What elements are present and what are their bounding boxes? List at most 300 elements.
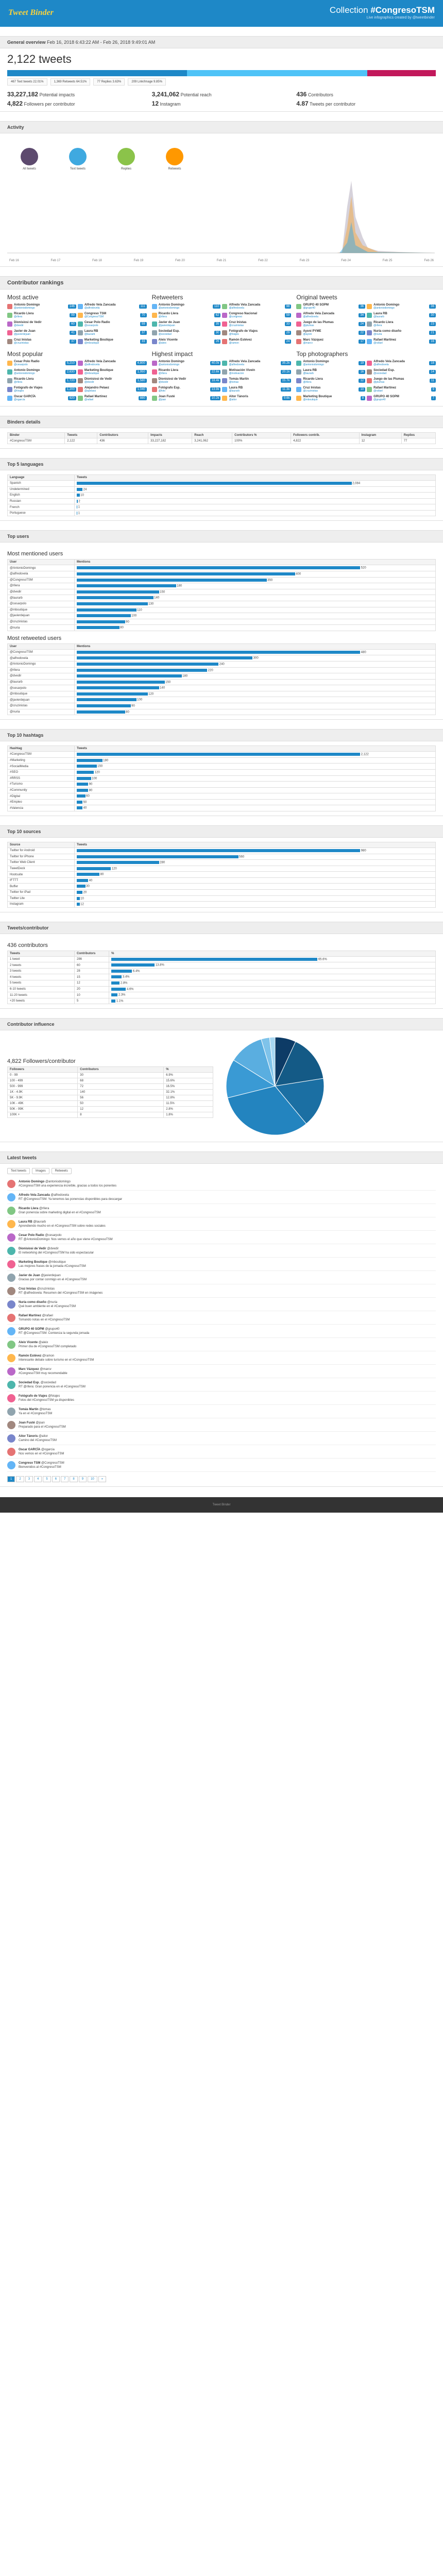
ranking-item[interactable] [296, 312, 365, 319]
ranking-item[interactable] [152, 368, 221, 376]
tweet-author[interactable]: Cesar Polo Radio [19, 1234, 44, 1238]
user-handle[interactable]: @alfredovela [84, 363, 100, 366]
ranking-item[interactable] [222, 395, 291, 402]
user-handle[interactable]: @tomas [229, 381, 239, 384]
ranking-item[interactable] [78, 338, 147, 345]
table-row [8, 601, 436, 607]
tweet-handle[interactable]: @aleix [38, 1341, 48, 1345]
ranking-item[interactable] [367, 360, 436, 367]
row-value [75, 504, 436, 511]
tweet-handle[interactable]: @fviajes [48, 1395, 60, 1398]
tweet-author[interactable]: Congreso TSM [19, 1462, 41, 1465]
value-text: 350 [267, 579, 273, 582]
user-handle[interactable]: @dvedir [14, 324, 24, 327]
avatar[interactable] [7, 1220, 15, 1228]
ranking-item[interactable] [367, 312, 436, 319]
ranking-item[interactable] [78, 329, 147, 336]
tweet-handle[interactable]: @javierdejuan [41, 1274, 61, 1278]
avatar[interactable] [7, 1408, 15, 1416]
tweet-author[interactable]: Laura RB [19, 1221, 32, 1224]
ranking-item[interactable] [296, 338, 365, 345]
user-handle[interactable]: @grupo40 [373, 398, 386, 401]
latest-section [0, 1151, 443, 1487]
value-text: 80 [120, 626, 124, 630]
ranking-item[interactable] [152, 377, 221, 384]
value-text: 90 [126, 620, 129, 624]
row-label: @nuria [8, 625, 75, 631]
ranking-item[interactable] [367, 386, 436, 393]
ranking-value: 99 [70, 313, 76, 317]
tweet-text: Gracias por contar conmigo en el #CongresoTSM [19, 1278, 87, 1282]
table-row [8, 649, 436, 655]
user-handle[interactable]: @apelaez [84, 389, 96, 393]
avatar[interactable] [7, 1354, 15, 1362]
user-handle[interactable]: @fviajes [14, 389, 24, 393]
user-handle[interactable]: @laurarb [373, 315, 384, 318]
activity-area-text [7, 222, 435, 253]
avatar[interactable] [7, 1434, 15, 1443]
tweet-handle[interactable]: @aitor [39, 1435, 48, 1438]
value-text: 40 [83, 806, 87, 810]
activity-toggle[interactable] [21, 148, 38, 171]
user-handle[interactable]: @cesarpolo [14, 363, 28, 366]
avatar[interactable] [7, 1314, 15, 1322]
avatar [296, 330, 301, 335]
user-handle[interactable]: @cruzinistas [229, 324, 244, 327]
tweet-handle[interactable]: @alfredovela [50, 1194, 69, 1197]
ranking-item[interactable] [296, 395, 365, 402]
user-handle[interactable]: @congreso [229, 315, 243, 318]
ranking-item[interactable] [367, 395, 436, 402]
ranking-value: 16 [359, 370, 365, 374]
activity-toggle[interactable] [117, 148, 135, 171]
user-handle[interactable]: @javierdejuan [14, 333, 31, 336]
value-text: 60 [86, 794, 90, 798]
ranking-item[interactable] [222, 303, 291, 310]
user-handle[interactable]: @dvedir [84, 381, 94, 384]
ranking-item[interactable] [367, 320, 436, 328]
avatar[interactable] [7, 1193, 15, 1201]
filter-button[interactable]: Text tweets [7, 1168, 30, 1174]
ranking-item[interactable] [78, 312, 147, 319]
ranking-item[interactable] [152, 312, 221, 319]
stat-item [296, 100, 436, 107]
ranking-value: 146 [68, 304, 76, 309]
user-handle[interactable]: @alfredovela [84, 307, 100, 310]
user-handle[interactable]: @laurarb [84, 333, 95, 336]
row-value [75, 493, 436, 499]
table-row [8, 1112, 213, 1118]
ranking-value: 8 [361, 396, 365, 400]
table-cell: 8 [78, 1112, 164, 1118]
ranking-item[interactable] [152, 386, 221, 393]
avatar[interactable] [7, 1180, 15, 1188]
user-handle[interactable]: @motivacion [229, 372, 244, 375]
user-handle[interactable]: @dvedir [158, 381, 168, 384]
ranking-item[interactable] [367, 338, 436, 345]
tweet-author[interactable]: Aitor Tánoris [19, 1435, 38, 1438]
page-link[interactable]: 8 [70, 1476, 77, 1482]
avatar[interactable] [7, 1421, 15, 1429]
avatar [152, 313, 157, 318]
ranking-item[interactable] [7, 386, 76, 393]
avatar [7, 387, 12, 392]
user-name: Alejandro Pelaez [84, 386, 109, 389]
page-link[interactable]: 9 [79, 1476, 87, 1482]
ranking-item[interactable] [7, 338, 76, 345]
tweet-author[interactable]: GRUPO 40 SOPM [19, 1328, 44, 1331]
tweet-item [7, 1432, 436, 1445]
avatar[interactable] [7, 1448, 15, 1456]
tweet-author[interactable]: Ramón Estévez [19, 1354, 42, 1358]
tweet-author[interactable]: Aleix Vicente [19, 1341, 38, 1345]
table-header: Binder [8, 433, 65, 438]
ranking-value: 62 [214, 313, 221, 317]
user-handle[interactable]: @alfredovela [303, 315, 318, 318]
tweet-list [7, 1177, 436, 1472]
user-handle[interactable]: @aleix [158, 342, 167, 345]
tweet-author[interactable]: Rafael Martínez [19, 1314, 42, 1318]
page-link[interactable]: » [98, 1476, 106, 1482]
user-handle[interactable]: @rllera [303, 381, 312, 384]
user-name: Fotógrafo de Viajes [14, 386, 43, 389]
table-cell: 12 [78, 1107, 164, 1112]
user-handle[interactable]: @ayoni [303, 333, 312, 336]
tweet-author[interactable]: Dionisiosi de Vedir [19, 1247, 46, 1251]
ranking-value: 9 [431, 387, 436, 392]
tweet-author[interactable]: Nuria como diseño [19, 1301, 47, 1304]
tweet-handle[interactable]: @rafael [42, 1314, 53, 1318]
user-handle[interactable]: @mboutique [84, 342, 99, 345]
user-handle[interactable]: @javierdejuan [158, 324, 175, 327]
page-link[interactable]: 5 [43, 1476, 50, 1482]
ranking-item[interactable] [7, 329, 76, 336]
user-name: Dionisiosi de Vedir [14, 321, 42, 324]
user-handle[interactable]: @antoniodomingo [303, 363, 324, 366]
value-bar [77, 897, 80, 900]
contributors-count: 436 contributors [7, 942, 48, 948]
axis-tick-label: Feb 16 [9, 259, 19, 262]
tweet-handle[interactable]: @tomas [39, 1408, 51, 1412]
filter-button[interactable]: Images [32, 1168, 49, 1174]
ranking-item[interactable] [152, 329, 221, 336]
tweet-author[interactable]: Fotógrafo de Viajes [19, 1395, 47, 1398]
page-link[interactable]: 7 [61, 1476, 69, 1482]
ranking-item[interactable] [222, 377, 291, 384]
user-handle[interactable]: @cruzinistas [14, 342, 29, 345]
ranking-item[interactable] [78, 320, 147, 328]
row-label: #Turismo [8, 782, 75, 788]
ranking-item[interactable] [152, 338, 221, 345]
user-handle[interactable]: @grupo40 [303, 307, 315, 310]
user-handle[interactable]: @mboutique [84, 372, 99, 375]
avatar[interactable] [7, 1247, 15, 1255]
tweet-text: RT @rllera: Gran ponencia en el #CongresoTSM [19, 1385, 86, 1389]
activity-toggle[interactable] [69, 148, 87, 171]
ranking-value: 36 [429, 304, 436, 309]
user-handle[interactable]: @sociedad [373, 372, 387, 375]
value-text: 2 [78, 500, 80, 503]
table-header: Mentions [75, 643, 436, 649]
tweet-author[interactable]: Ricardo Llera [19, 1207, 39, 1211]
tweet-author[interactable]: Tomás Martín [19, 1408, 39, 1412]
user-handle[interactable]: @rllera [158, 372, 167, 375]
ranking-item[interactable] [78, 303, 147, 310]
row-value [75, 571, 436, 578]
user-handle[interactable]: @antoniodomingo [373, 307, 395, 310]
ranking-item[interactable] [367, 303, 436, 310]
user-handle[interactable]: @rllera [14, 381, 23, 384]
ranking-item[interactable] [152, 320, 221, 328]
user-name: Rafael Martínez [373, 338, 397, 342]
ranking-item[interactable] [7, 303, 76, 310]
value-text: 400 [296, 572, 301, 576]
ranking-item[interactable] [222, 312, 291, 319]
tweet-author[interactable]: Antonio Domingo [19, 1180, 45, 1184]
ranking-item[interactable] [296, 368, 365, 376]
ranking-item[interactable] [296, 377, 365, 384]
user-handle[interactable]: @antoniodomingo [14, 307, 35, 310]
user-handle[interactable]: @ramon [229, 342, 239, 345]
user-handle[interactable]: @rllera [373, 324, 382, 327]
tweet-handle[interactable]: @ogarcia [41, 1448, 55, 1452]
table-cell: 436 [97, 438, 148, 444]
tweet-author[interactable]: Cruz Inistas [19, 1287, 37, 1291]
user-handle[interactable]: @laurarb [229, 389, 240, 393]
ranking-item[interactable] [296, 320, 365, 328]
tweet-handle[interactable]: @nuria [47, 1301, 58, 1304]
ranking-item[interactable] [7, 360, 76, 367]
user-handle[interactable]: @joan [158, 398, 166, 401]
tweets-contrib-section [0, 922, 443, 1009]
ranking-item[interactable] [78, 395, 147, 402]
table-cell: 500 - 999 [8, 1084, 78, 1090]
tweet-author[interactable]: Alfredo Vela Zancada [19, 1194, 50, 1197]
tweet-item [7, 1459, 436, 1472]
user-handle[interactable]: @rllera [158, 315, 167, 318]
ranking-item[interactable] [222, 320, 291, 328]
tweet-handle[interactable]: @rllera [39, 1207, 49, 1211]
user-handle[interactable]: @alfredovela [229, 307, 245, 310]
value-bar [77, 759, 103, 762]
ranking-item[interactable] [78, 360, 147, 367]
tweet-author[interactable]: Sociedad Esp. [19, 1381, 40, 1385]
table-cell: 3,241,062 [192, 438, 232, 444]
logo[interactable]: Tweet Binder [8, 8, 54, 17]
user-handle[interactable]: @alfredovela [229, 363, 245, 366]
tweet-handle[interactable]: @joan [36, 1421, 45, 1425]
user-handle[interactable]: @rafael [373, 389, 383, 393]
ranking-item[interactable] [222, 329, 291, 336]
avatar[interactable] [7, 1207, 15, 1215]
ranking-item[interactable] [152, 395, 221, 402]
row-label: @cruzinistas [8, 703, 75, 709]
ranking-item[interactable] [296, 329, 365, 336]
user-name: Ricardo Llera [14, 378, 34, 381]
ranking-item[interactable] [222, 368, 291, 376]
axis-tick-label: Feb 18 [92, 259, 102, 262]
ranking-item[interactable] [78, 377, 147, 384]
value-text: 520 [361, 567, 366, 570]
row-label: #SocialMedia [8, 764, 75, 770]
ranking-item[interactable] [367, 329, 436, 336]
user-handle[interactable]: @aitor [229, 398, 237, 401]
user-handle[interactable]: @ogarcia [14, 398, 25, 401]
page-link[interactable]: 6 [52, 1476, 60, 1482]
tweet-text: Nos vemos en el #CongresoTSM [19, 1452, 64, 1456]
page-link[interactable]: 3 [25, 1476, 33, 1482]
page-link[interactable]: 4 [34, 1476, 42, 1482]
tweet-handle[interactable]: @CongresoTSM [41, 1462, 64, 1465]
user-handle[interactable]: @nuria [373, 333, 382, 336]
user-handle[interactable]: @foto [158, 389, 166, 393]
ranking-value: 18 [429, 361, 436, 365]
ranking-item[interactable] [296, 360, 365, 367]
ranking-item[interactable] [78, 368, 147, 376]
footer: Tweet Binder [0, 1497, 443, 1513]
table-row [8, 787, 436, 793]
user-handle[interactable]: @antoniodomingo [158, 363, 180, 366]
page-link[interactable]: 10 [88, 1476, 97, 1482]
tweet-author[interactable]: Marketing Boutique [19, 1261, 48, 1264]
tweet-handle[interactable]: @dvedir [47, 1247, 59, 1251]
tweet-handle[interactable]: @mboutique [48, 1261, 66, 1264]
axis-tick-label: Feb 20 [175, 259, 185, 262]
ranking-value: 35.2k [281, 361, 292, 365]
table-row [8, 1078, 213, 1084]
table-row [8, 498, 436, 504]
row-label: Twitter for iPad [8, 890, 75, 896]
row-label: @CongresoTSM [8, 577, 75, 583]
user-name: Alfredo Vela Zancada [229, 303, 261, 307]
ranking-item[interactable] [222, 386, 291, 393]
table-row [8, 968, 436, 974]
user-handle[interactable]: @marcv [303, 342, 313, 345]
user-handle[interactable]: @mboutique [303, 398, 318, 401]
tweet-author[interactable]: Oscar GARCÍA [19, 1448, 41, 1452]
avatar[interactable] [7, 1260, 15, 1268]
user-handle[interactable]: @alfredovela [373, 363, 389, 366]
table-cell: 140 [78, 1090, 164, 1095]
avatar[interactable] [7, 1300, 15, 1309]
activity-toggle[interactable] [166, 148, 183, 171]
user-handle[interactable]: @plumas [373, 381, 385, 384]
user-name: Javier de Juan [14, 330, 36, 333]
user-handle[interactable]: @cesarpolo [84, 324, 98, 327]
tweet-handle[interactable]: @laurarb [33, 1221, 46, 1224]
avatar[interactable] [7, 1274, 15, 1282]
tweet-handle[interactable]: @marcv [40, 1368, 52, 1371]
ranking-item[interactable] [296, 303, 365, 310]
user-handle[interactable]: @rllera [14, 315, 23, 318]
ranking-item[interactable] [152, 360, 221, 367]
ranking-value: 1,040 [136, 387, 147, 392]
avatar [222, 330, 227, 335]
value-bar [77, 656, 252, 659]
ranking-item[interactable] [7, 368, 76, 376]
ranking-item[interactable] [7, 312, 76, 319]
avatar[interactable] [7, 1287, 15, 1295]
value-bar [77, 867, 111, 870]
avatar [78, 369, 83, 375]
table-header: Contributors [75, 951, 109, 956]
page-link[interactable]: 2 [16, 1476, 24, 1482]
activity-label: Retweets [168, 167, 181, 171]
avatar[interactable] [7, 1394, 15, 1402]
filter-button[interactable]: Retweets [52, 1168, 72, 1174]
ranking-item[interactable] [367, 368, 436, 376]
tweet-handle[interactable]: @cesarpolo [45, 1234, 62, 1238]
avatar[interactable] [7, 1233, 15, 1242]
user-handle[interactable]: @antoniodomingo [14, 372, 35, 375]
ranking-item[interactable] [78, 386, 147, 393]
value-text: 120 [148, 692, 154, 696]
ranking-item[interactable] [7, 320, 76, 328]
tweet-handle[interactable]: @antoniodomingo [45, 1180, 71, 1184]
user-handle[interactable]: @fviajes [229, 333, 239, 336]
ranking-item[interactable] [222, 360, 291, 367]
tweet-handle[interactable]: @cruzinistas [37, 1287, 55, 1291]
avatar [296, 396, 301, 401]
table-header: Language [8, 475, 75, 481]
value-text: 100 [92, 777, 97, 781]
avatar[interactable] [7, 1327, 15, 1335]
user-handle[interactable]: @cruzinistas [303, 389, 318, 393]
avatar[interactable] [7, 1341, 15, 1349]
user-name: Cruz Inistas [303, 386, 321, 389]
avatar[interactable] [7, 1367, 15, 1376]
user-handle[interactable]: @antoniodomingo [158, 307, 180, 310]
avatar[interactable] [7, 1461, 15, 1469]
ranking-item[interactable] [7, 395, 76, 402]
tweet-author[interactable]: Joan Fusté [19, 1421, 35, 1425]
ranking-item[interactable] [367, 377, 436, 384]
user-handle[interactable]: @rafael [373, 342, 383, 345]
user-handle[interactable]: @CongresoTSM [84, 315, 104, 318]
avatar[interactable] [7, 1381, 15, 1389]
ranking-item[interactable] [222, 338, 291, 345]
table-row [8, 986, 436, 992]
value-bar [111, 999, 115, 1003]
user-name: Tomás Martín [229, 378, 249, 381]
tweet-text: #CongresoTSM muy recomendable [19, 1372, 67, 1376]
page-link[interactable]: 1 [7, 1476, 15, 1482]
axis-tick-label: Feb 26 [424, 259, 434, 262]
latest-title: Latest tweets [0, 1152, 443, 1164]
axis-tick-label: Feb 23 [299, 259, 310, 262]
tweet-handle[interactable]: @ramon [42, 1354, 55, 1358]
user-handle[interactable]: @rafael [84, 398, 94, 401]
avatar [152, 321, 157, 327]
ranking-title-text: Retweeters [151, 294, 183, 301]
tweet-handle[interactable]: @sociedad [40, 1381, 56, 1385]
languages-table [7, 474, 436, 516]
ranking-item[interactable] [7, 377, 76, 384]
table-cell: 10K - 49K [8, 1101, 78, 1107]
tweet-author[interactable]: Marc Vázquez [19, 1368, 39, 1371]
user-handle[interactable]: @sociedad [158, 333, 172, 336]
tweet-handle[interactable]: @grupo40 [45, 1328, 60, 1331]
ranking-item[interactable] [296, 386, 365, 393]
table-header: Mentions [75, 560, 436, 565]
user-handle[interactable]: @plumas [303, 324, 314, 327]
user-name: Alfredo Vela Zancada [303, 312, 335, 315]
table-cell: 56 [78, 1095, 164, 1101]
user-handle[interactable]: @laurarb [303, 372, 314, 375]
tweet-author[interactable]: Javier de Juan [19, 1274, 40, 1278]
avatar [367, 387, 372, 392]
ranking-item[interactable] [152, 303, 221, 310]
